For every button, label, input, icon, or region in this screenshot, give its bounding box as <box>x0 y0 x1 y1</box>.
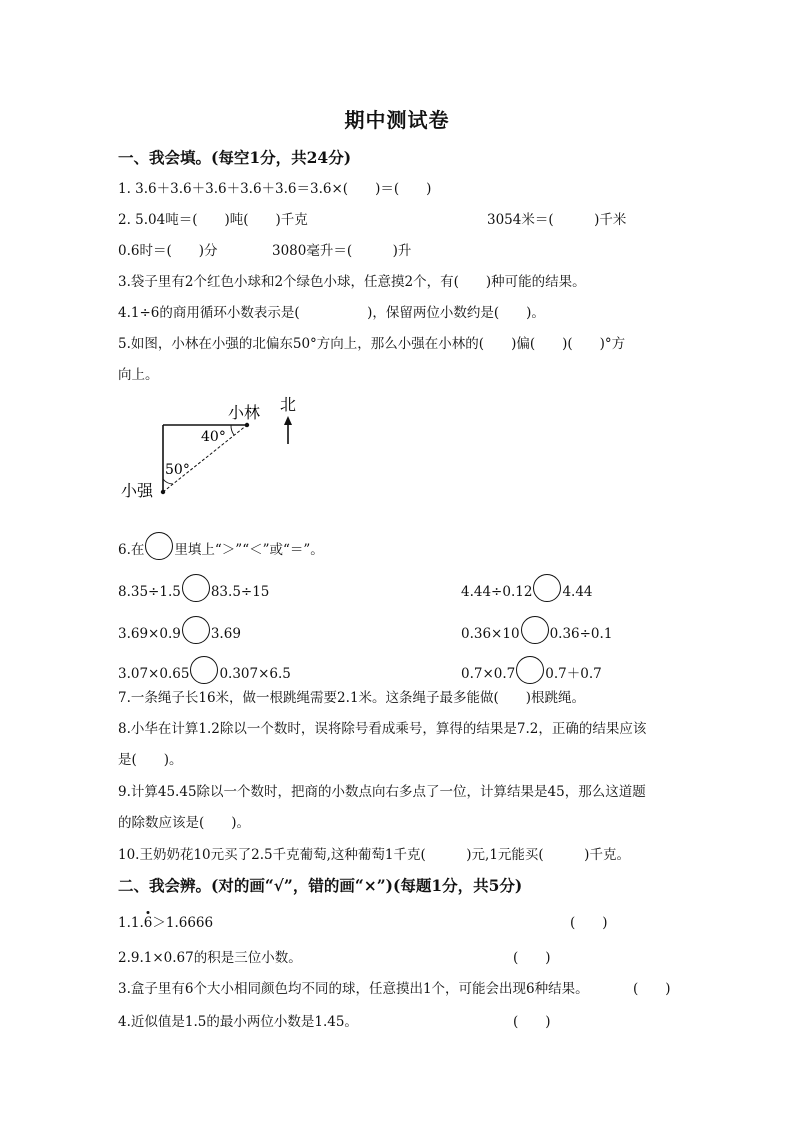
compare-3-circle[interactable] <box>182 616 210 644</box>
judge-3: 3.盒子里有6个大小相同颜色均不同的球，任意摸出1个，可能会出现6种结果。 <box>118 981 589 997</box>
label-40-degrees: 40° <box>201 429 226 445</box>
section-2-heading: 二、我会辨。(对的画“√”，错的画“×”)(每题1分，共5分) <box>118 876 523 895</box>
question-7: 7.一条绳子长16米，做一根跳绳需要2.1米。这条绳子最多能做( )根跳绳。 <box>118 690 586 706</box>
question-2-part-c: 0.6时＝( )分 <box>118 243 218 259</box>
compare-row-2 <box>118 616 678 644</box>
xiaolin-point <box>245 423 249 427</box>
compare-3-left: 3.69×0.9 <box>118 626 181 642</box>
question-6-suffix: 里填上“＞”“＜”或“＝”。 <box>174 542 324 558</box>
compare-1-circle[interactable] <box>182 574 210 602</box>
question-9-line-1: 9.计算45.45除以一个数时，把商的小数点向右多点了一位，计算结果是45，那么这道题 <box>118 784 646 800</box>
compare-row-3 <box>118 656 678 684</box>
question-2-part-b: 3054米＝( )千米 <box>487 212 627 228</box>
compare-2-right: 4.44 <box>562 584 593 600</box>
question-5-line-2: 向上。 <box>118 367 159 383</box>
label-xiaolin: 小林 <box>228 403 261 422</box>
compare-3-right: 3.69 <box>210 626 241 642</box>
compare-1-right: 83.5÷15 <box>210 584 270 600</box>
answer-circle-icon <box>145 532 173 560</box>
question-2-part-d: 3080毫升＝( )升 <box>272 243 412 259</box>
angle-50-arc <box>163 479 173 484</box>
section-1-heading: 一、我会填。(每空1分，共24分) <box>118 148 352 167</box>
north-arrow-icon <box>284 416 292 425</box>
judge-4-answer-paren[interactable]: ( ) <box>513 1014 551 1030</box>
label-north: 北 <box>280 395 297 414</box>
compare-2-left: 4.44÷0.12 <box>461 584 533 600</box>
judge-4: 4.近似值是1.5的最小两位小数是1.45。 <box>118 1014 358 1030</box>
question-6-prefix: 6.在 <box>118 542 145 558</box>
compare-6-right: 0.7＋0.7 <box>545 666 602 682</box>
label-50-degrees: 50° <box>165 462 190 478</box>
compare-4-group <box>461 616 612 644</box>
repeating-digit: 6 <box>143 915 153 931</box>
question-2-part-a: 2. 5.04吨＝( )吨( )千克 <box>118 212 308 228</box>
question-9-line-2: 的除数应该是( )。 <box>118 815 251 831</box>
compare-2-circle[interactable] <box>533 574 561 602</box>
judge-3-answer-paren[interactable]: ( ) <box>633 981 671 997</box>
compare-4-right: 0.36÷0.1 <box>549 626 613 642</box>
label-xiaoqiang: 小强 <box>121 481 154 500</box>
judge-1-prefix: 1.1. <box>118 915 144 931</box>
judge-1-suffix: ＞1.6666 <box>152 915 214 931</box>
judge-2: 2.9.1×0.67的积是三位小数。 <box>118 950 302 966</box>
xiaoqiang-point <box>161 490 165 494</box>
compare-6-circle[interactable] <box>516 656 544 684</box>
compare-1-left: 8.35÷1.5 <box>118 584 181 600</box>
question-8-line-1: 8.小华在计算1.2除以一个数时，误将除号看成乘号，算得的结果是7.2，正确的结果应该 <box>118 721 647 737</box>
judge-1-answer-paren[interactable]: ( ) <box>570 915 608 931</box>
compare-4-left: 0.36×10 <box>461 626 520 642</box>
compare-5-right: 0.307×6.5 <box>219 666 291 682</box>
question-2-row-1 <box>118 208 678 228</box>
question-6 <box>118 532 324 560</box>
question-5-line-1: 5.如图，小林在小强的北偏东50°方向上，那么小强在小林的( )偏( )( )°方 <box>118 336 626 352</box>
question-8-line-2: 是( )。 <box>118 752 183 768</box>
judge-1 <box>118 911 213 931</box>
compare-row-1 <box>118 574 678 602</box>
question-3: 3.袋子里有2个红色小球和2个绿色小球，任意摸2个，有( )种可能的结果。 <box>118 274 586 290</box>
question-2-row-2 <box>118 239 678 259</box>
compare-2-group <box>461 574 593 602</box>
compare-4-circle[interactable] <box>521 616 549 644</box>
compare-6-group <box>461 656 602 684</box>
judge-2-answer-paren[interactable]: ( ) <box>513 950 551 966</box>
angle-40-arc <box>231 425 234 435</box>
compare-5-left: 3.07×0.65 <box>118 666 190 682</box>
compare-6-left: 0.7×0.7 <box>461 666 516 682</box>
compare-5-circle[interactable] <box>190 656 218 684</box>
direction-diagram <box>112 392 312 504</box>
question-10: 10.王奶奶花10元买了2.5千克葡萄,这种葡萄1千克( )元,1元能买( )千克。 <box>118 847 630 863</box>
question-1: 1. 3.6＋3.6＋3.6＋3.6＋3.6＝3.6×( )＝( ) <box>118 181 432 197</box>
question-4: 4.1÷6的商用循环小数表示是( )，保留两位小数约是( )。 <box>118 305 545 321</box>
page-title: 期中测试卷 <box>344 108 450 132</box>
